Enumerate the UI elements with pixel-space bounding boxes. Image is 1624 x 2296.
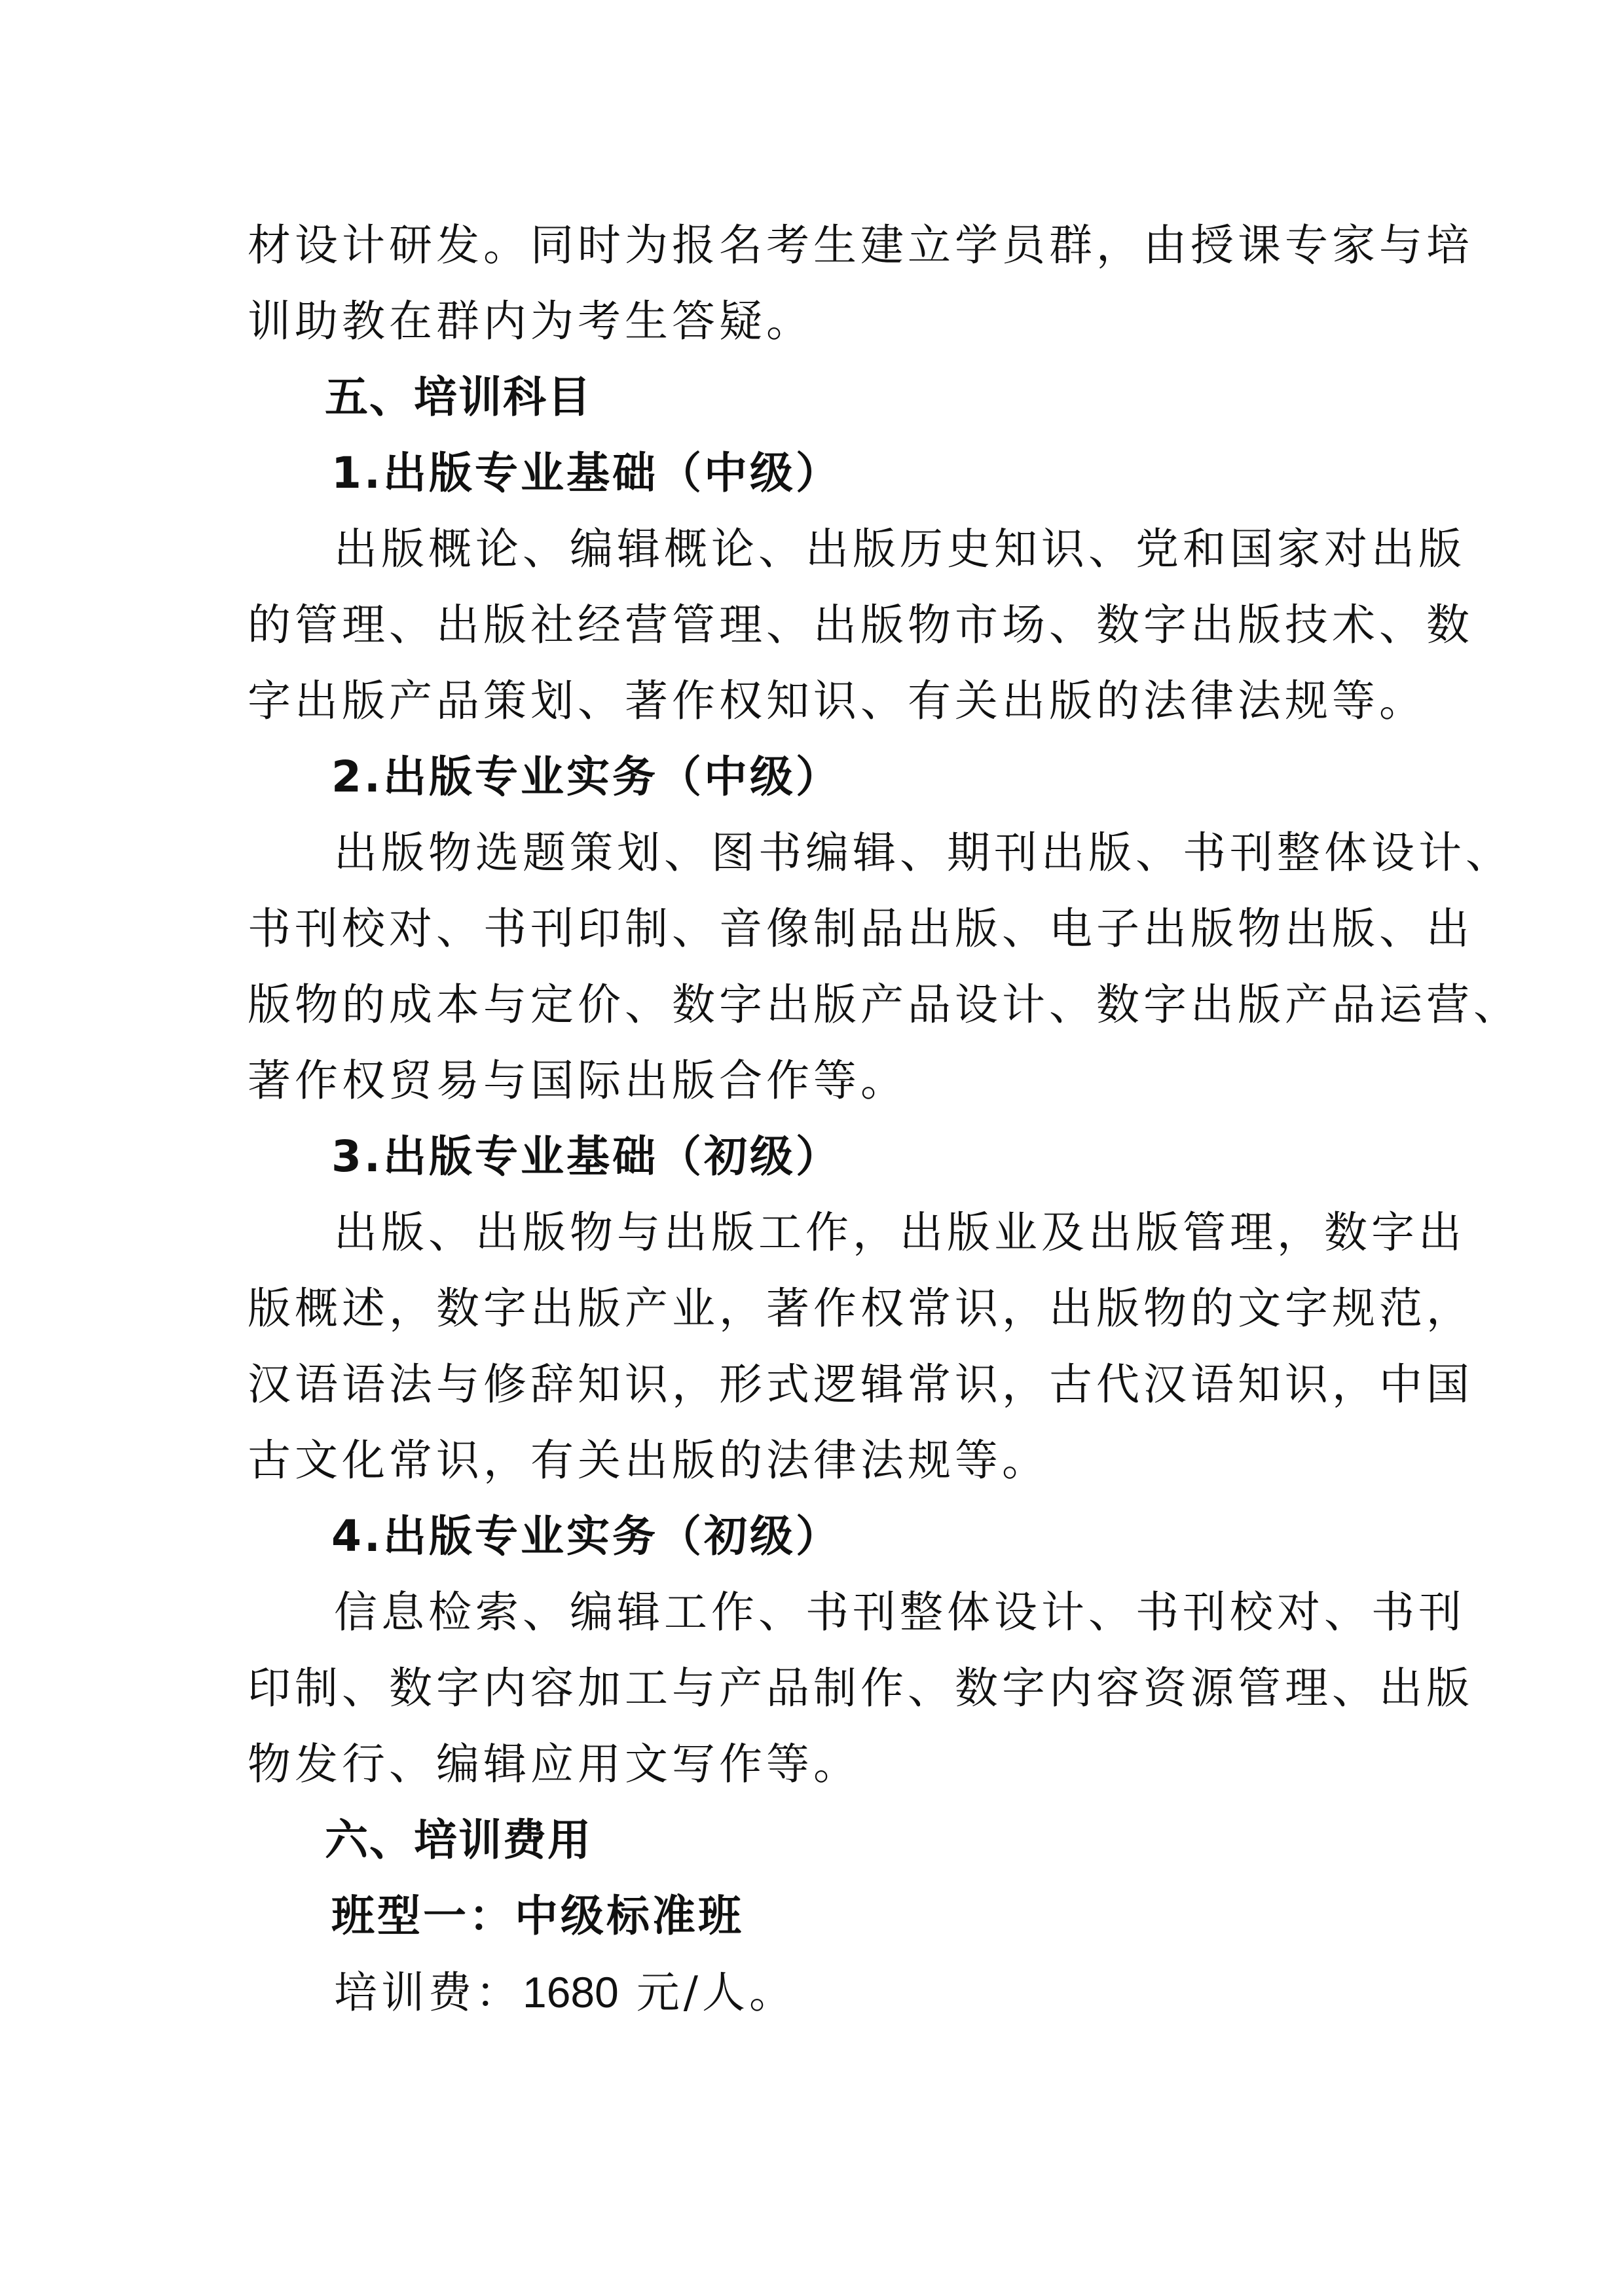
paragraph-line: 训助教在群内为考生答疑。: [248, 296, 813, 346]
paragraph-line: 材设计研发。同时为报名考生建立学员群，由授课专家与培: [248, 220, 1473, 270]
subject-description-line: 字出版产品策划、著作权知识、有关出版的法律法规等。: [248, 676, 1426, 726]
subject-description-line: 书刊校对、书刊印制、音像制品出版、电子出版物出版、出: [248, 903, 1473, 954]
subject-description-line: 印制、数字内容加工与产品制作、数字内容资源管理、出版: [248, 1663, 1473, 1713]
subject-description-line: 物发行、编辑应用文写作等。: [248, 1739, 860, 1789]
subject-description-line: 古文化常识，有关出版的法律法规等。: [248, 1435, 1049, 1485]
subject-description-line: 出版物选题策划、图书编辑、期刊出版、书刊整体设计、: [334, 828, 1513, 878]
subject-title: 4.出版专业实务（初级）: [331, 1511, 841, 1561]
fee-unit: 元/人。: [618, 1967, 797, 2018]
subject-title: 3.出版专业基础（初级）: [331, 1131, 841, 1182]
training-fee-line: [334, 1966, 1473, 2018]
section-heading-training-subjects: 五、培训科目: [325, 372, 592, 422]
fee-label: 培训费：: [334, 1967, 523, 2018]
class-type-title: 班型一：中级标准班: [331, 1891, 744, 1941]
subject-description-line: 信息检索、编辑工作、书刊整体设计、书刊校对、书刊: [334, 1587, 1466, 1637]
fee-amount: 1680: [523, 1968, 619, 2016]
subject-description-line: 汉语语法与修辞知识，形式逻辑常识，古代汉语知识，中国: [248, 1359, 1473, 1410]
subject-description-line: 著作权贸易与国际出版合作等。: [248, 1055, 908, 1106]
subject-description-line: 版物的成本与定价、数字出版产品设计、数字出版产品运营、: [248, 979, 1521, 1030]
subject-title: 1.出版专业基础（中级）: [331, 448, 841, 498]
subject-description-line: 出版、出版物与出版工作，出版业及出版管理，数字出: [334, 1207, 1466, 1258]
section-heading-training-fees: 六、培训费用: [325, 1815, 592, 1865]
subject-description-line: 版概述，数字出版产业，著作权常识，出版物的文字规范，: [248, 1283, 1473, 1334]
subject-description-line: 的管理、出版社经营管理、出版物市场、数字出版技术、数: [248, 600, 1473, 650]
subject-description-line: 出版概论、编辑概论、出版历史知识、党和国家对出版: [334, 524, 1466, 574]
subject-title: 2.出版专业实务（中级）: [331, 752, 841, 802]
